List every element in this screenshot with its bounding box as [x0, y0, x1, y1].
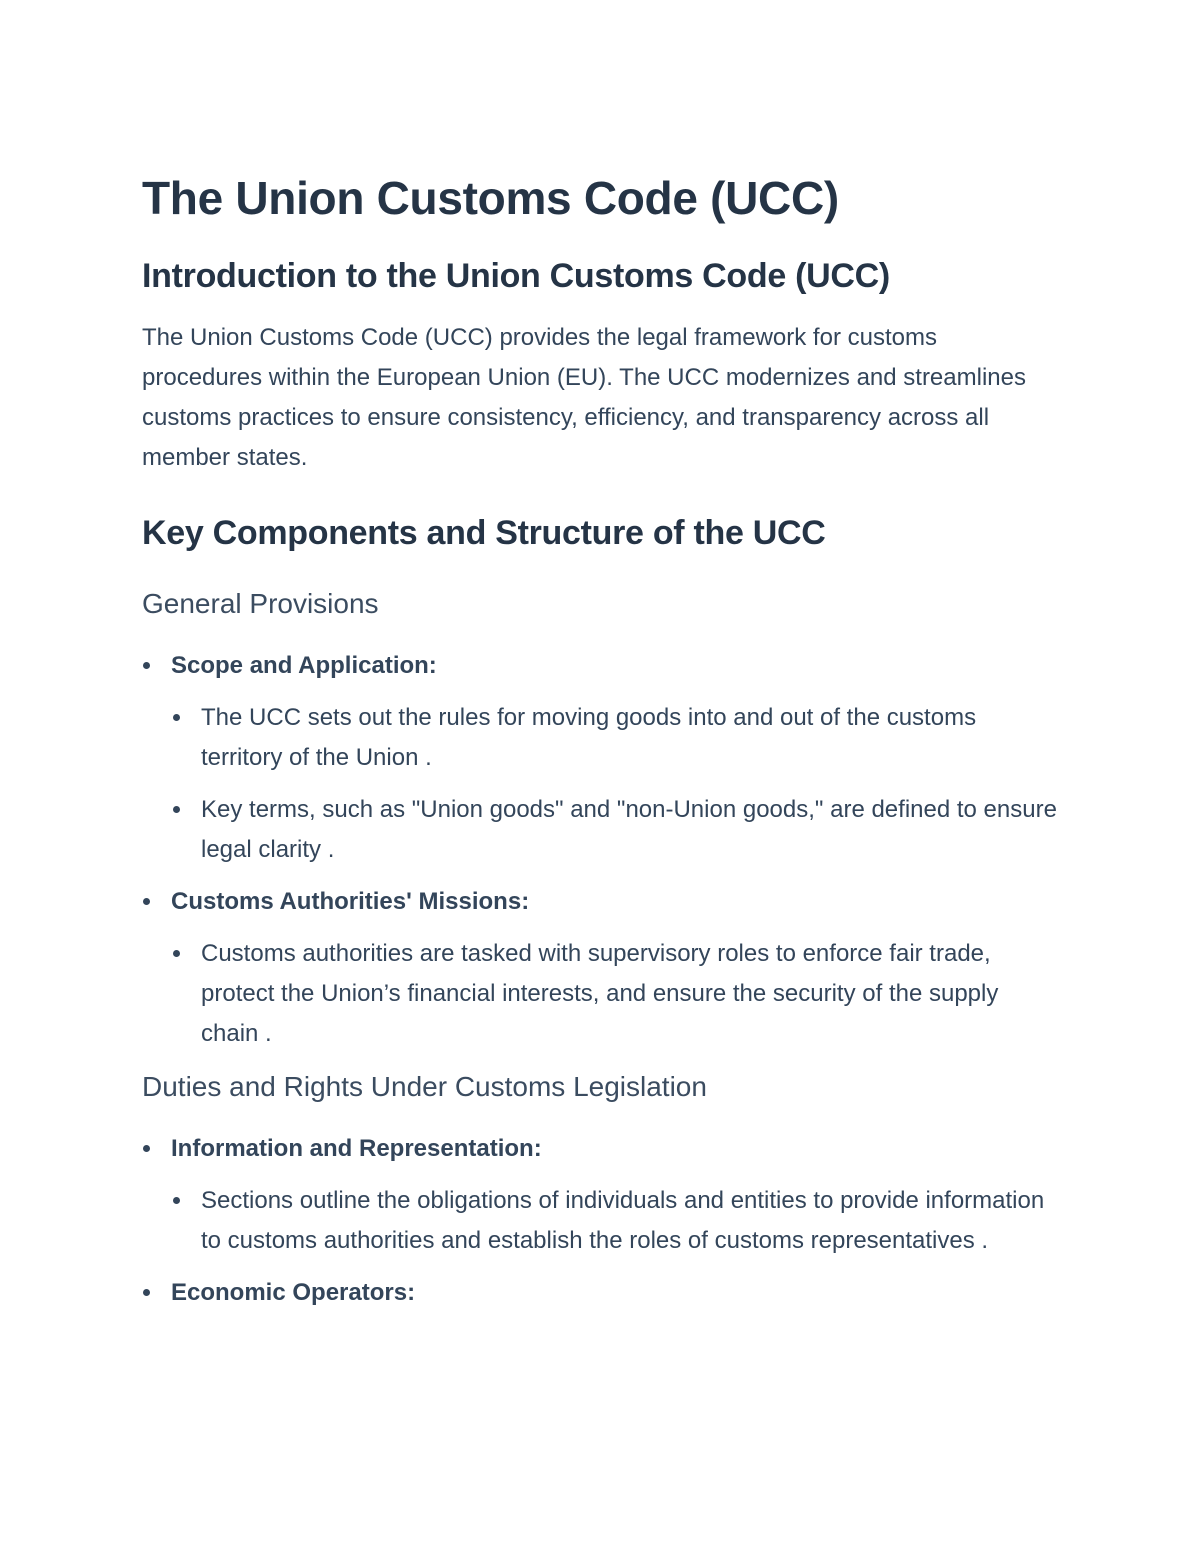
sub-list-item: [171, 1181, 1060, 1261]
list-item-label: Scope and Application:: [171, 652, 437, 679]
list-item-economic-operators: [142, 1273, 1060, 1313]
sub-list-item: [171, 934, 1060, 1054]
general-provisions-list: [142, 646, 1060, 1054]
bullet-icon: [173, 806, 180, 813]
document-title: The Union Customs Code (UCC): [142, 172, 839, 224]
bullet-icon: [173, 1197, 180, 1204]
sub-list: [171, 934, 1060, 1054]
sub-list-item-text: Key terms, such as "Union goods" and "non-Union goods," are defined to ensure legal clarity .: [201, 796, 1057, 863]
sub-list: [171, 1181, 1060, 1261]
list-item-label: Information and Representation:: [171, 1135, 542, 1162]
list-item-information: [142, 1129, 1060, 1261]
duties-rights-list: [142, 1129, 1060, 1313]
bullet-icon: [173, 714, 180, 721]
list-item-scope: [142, 646, 1060, 870]
sub-list: [171, 698, 1060, 870]
sub-list-item: [171, 790, 1060, 870]
bullet-icon: [143, 1289, 150, 1296]
intro-heading: Introduction to the Union Customs Code (UCC): [142, 257, 890, 295]
intro-paragraph: The Union Customs Code (UCC) provides the legal framework for customs procedures within the European Union (EU). The UCC modernizes and streamlines customs practices to ensure consistency, efficiency, and transparency across all member states.: [142, 324, 1026, 471]
sub-list-item-text: Customs authorities are tasked with supervisory roles to enforce fair trade, protect the Union’s financial interests, and ensure the security of the supply chain .: [201, 940, 999, 1047]
list-item-label: Economic Operators:: [171, 1279, 416, 1306]
bullet-icon: [143, 662, 150, 669]
bullet-icon: [173, 950, 180, 957]
sub-list-item: [171, 698, 1060, 778]
key-components-heading: Key Components and Structure of the UCC: [142, 514, 826, 552]
list-item-label: Customs Authorities' Missions:: [171, 888, 530, 915]
general-provisions-heading: General Provisions: [142, 588, 379, 619]
sub-list-item-text: The UCC sets out the rules for moving goods into and out of the customs territory of the Union .: [201, 704, 977, 771]
bullet-icon: [143, 898, 150, 905]
duties-rights-heading: Duties and Rights Under Customs Legislation: [142, 1071, 707, 1102]
bullet-icon: [143, 1145, 150, 1152]
list-item-customs-authorities: [142, 882, 1060, 1054]
sub-list-item-text: Sections outline the obligations of individuals and entities to provide information to customs authorities and establish the roles of customs representatives .: [201, 1187, 1045, 1254]
